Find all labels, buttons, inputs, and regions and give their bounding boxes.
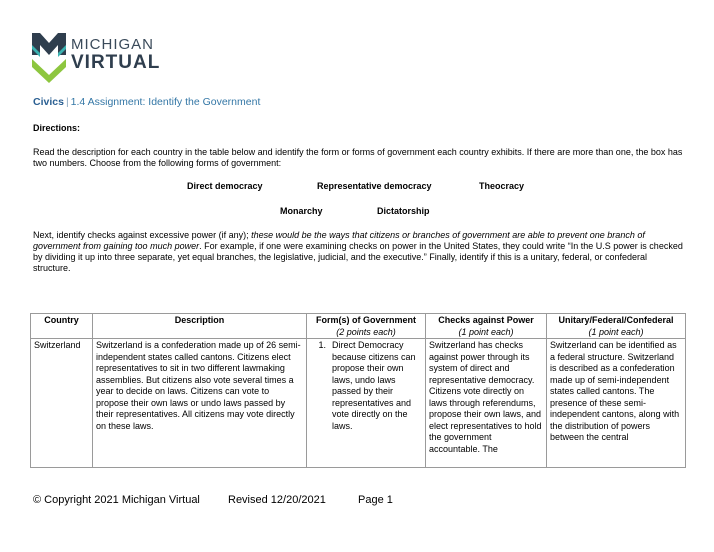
structure-answer: Switzerland can be identified as a federal structure. Switzerland is described as a confederation made up of semi-independent states called cantons. The presence of these semi-independent cantons, along with the distribution of powers between the central (550, 340, 680, 442)
footer-revised: Revised 12/20/2021 (228, 494, 326, 506)
course-name: Civics (33, 96, 64, 108)
michigan-virtual-logo-mark-icon (30, 31, 68, 83)
logo-line1: MICHIGAN (71, 36, 154, 53)
description-value: Switzerland is a confederation made up of 26 semi-independent states called cantons. Citizens elect representatives to sit in two different lawmaking assemblies. But citizens also vote several times a year to decide on laws. Citizens can vote to propose their own laws or undo laws passed by their representatives. All citizens may vote directly on these laws. (96, 340, 301, 431)
form-option-theocracy: Theocracy (479, 181, 525, 191)
header-description-title: Description (174, 315, 225, 325)
cell-description (93, 339, 307, 468)
logo-line2: VIRTUAL (71, 52, 161, 73)
table-row (31, 339, 686, 468)
form-option-direct-democracy: Direct democracy (187, 181, 263, 191)
form-answer: Direct Democracy because citizens can propose their own laws, undo laws passed by their representatives and vote directly on the laws. (332, 340, 416, 431)
michigan-virtual-logo (30, 31, 170, 83)
form-number: 1. (318, 340, 326, 350)
header-country-title: Country (44, 315, 79, 325)
header-structure-points: (1 point each) (588, 326, 644, 337)
next-part1: Next, identify checks against excessive power (if any); (33, 230, 252, 240)
country-value: Switzerland (34, 340, 81, 350)
form-option-monarchy: Monarchy (280, 206, 323, 216)
header-structure (547, 314, 686, 339)
cell-structure[interactable] (547, 339, 686, 468)
footer-page: Page 1 (358, 494, 393, 506)
header-checks (426, 314, 547, 339)
next-part2: . For example, if one were examining checks on power in the United States, they could write “In the U.S power is checked by dividing it up into three separate, yet equal branches, the legislative, judicial, and the executive.” Finally, identify if this is a unitary, federal, or confederal structure. (33, 241, 683, 273)
form-option-representative-democracy: Representative democracy (317, 181, 432, 191)
heading-separator: | (65, 96, 69, 108)
cell-checks[interactable] (426, 339, 547, 468)
table-header-row (31, 314, 686, 339)
next-italic: these would be the ways that citizens or branches of government are able to prevent one branch of government from gaining too much power (33, 230, 645, 251)
form-option-dictatorship: Dictatorship (377, 206, 430, 216)
assignment-heading (33, 96, 260, 108)
next-instructions (33, 230, 684, 274)
cell-forms[interactable] (307, 339, 426, 468)
directions-label: Directions: (33, 123, 81, 133)
directions-text: Read the description for each country in the table below and identify the form or forms of government each country exhibits. If there are more than one, the box has two numbers. Choose from the following forms of government: (33, 147, 683, 168)
header-checks-title: Checks against Power (438, 315, 534, 325)
checks-answer: Switzerland has checks against power through its system of direct and representative democracy. Citizens vote directly on laws through referendums, propose their own laws, and elect representatives to hold the government accountable. The (429, 340, 542, 454)
cell-country[interactable] (31, 339, 93, 468)
header-forms-points: (2 points each) (336, 326, 396, 337)
header-forms (307, 314, 426, 339)
header-structure-title: Unitary/Federal/Confederal (558, 315, 674, 325)
footer-copyright: © Copyright 2021 Michigan Virtual (33, 494, 200, 506)
header-description (93, 314, 307, 339)
header-checks-points: (1 point each) (458, 326, 514, 337)
header-country (31, 314, 93, 339)
assignment-title: 1.4 Assignment: Identify the Government (70, 96, 261, 108)
header-forms-title: Form(s) of Government (315, 315, 416, 325)
government-table (30, 313, 686, 468)
